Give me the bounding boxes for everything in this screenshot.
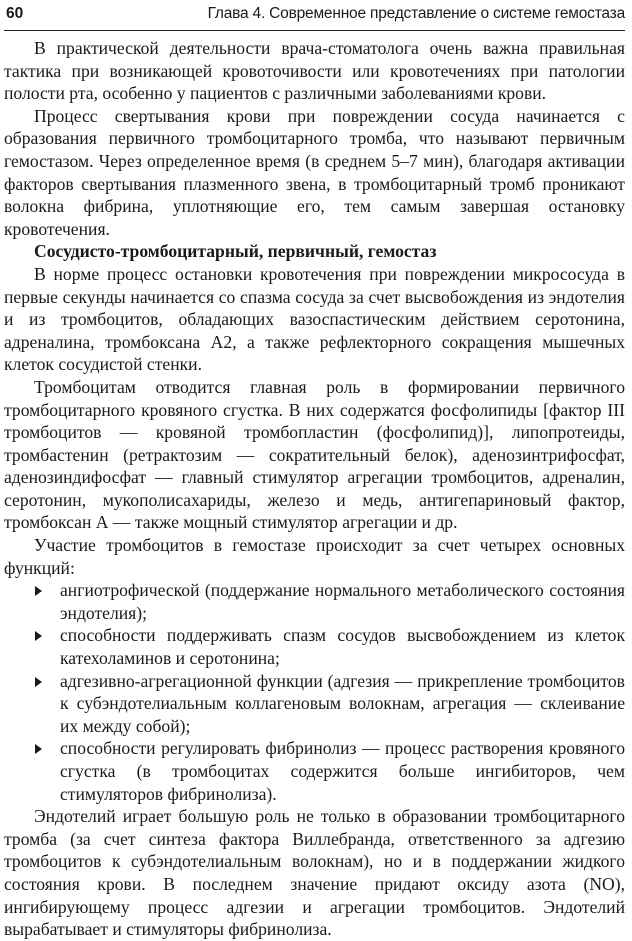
list-item-text: ангиотрофической (поддержание нормального метаболического состояния эндотелия); bbox=[60, 580, 625, 623]
triangle-bullet-icon bbox=[35, 677, 42, 687]
section-heading: Сосудисто-тромбоцитарный, первичный, гемостаз bbox=[34, 241, 437, 262]
paragraph-vasospasm: В норме процесс остановки кровотечения при повреждении микрососуда в первые секунды начинается со спазма сосуда за счет высвобождения из эндотелия и из тромбоцитов, обладающих вазоспастическим действием серотонина, адреналина, тромбоксана А2, а также рефлекторного сокращения мышечных клеток сосудистой стенки. bbox=[4, 263, 625, 375]
paragraph-functions-intro: Участие тромбоцитов в гемостазе происходит за счет четырех основных функций: bbox=[4, 535, 625, 578]
page-body bbox=[4, 37, 625, 941]
page-number: 60 bbox=[6, 5, 24, 22]
list-item bbox=[60, 624, 625, 669]
paragraph-coagulation: Процесс свертывания крови при повреждении сосуда начинается с образования первичного тромбоцитарного тромба, что называют первичным гемостазом. Через определенное время (в среднем 5–7 мин), благодаря активации факторов свертывания плазменного звена, в тромбоцитарный тромб проникают волокна фибрина, уплотняющие его, тем самым завершая остановку кровотечения. bbox=[4, 105, 625, 239]
list-item bbox=[60, 579, 625, 624]
triangle-bullet-icon bbox=[35, 631, 42, 641]
page-header bbox=[4, 0, 625, 31]
list-item-text: способности регулировать фибринолиз — процесс растворения кровяного сгустка (в тромбоцитах содержится больше ингибиторов, чем стимуляторов фибринолиза). bbox=[60, 738, 625, 804]
list-item-text: способности поддерживать спазм сосудов высвобождением из клеток катехоламинов и серотонина; bbox=[60, 625, 625, 669]
list-item-text: адгезивно-агрегационной функции (адгезия — прикрепление тромбоцитов к субэндотелиальным коллагеновым волокнам, агрегация — склеивание их между собой); bbox=[60, 670, 625, 736]
list-item bbox=[60, 737, 625, 805]
running-title: Глава 4. Современное представление о системе гемостаза bbox=[207, 5, 625, 22]
triangle-bullet-icon bbox=[35, 586, 42, 596]
functions-list bbox=[4, 579, 625, 805]
paragraph-platelets: Тромбоцитам отводится главная роль в формировании первичного тромбоцитарного кровяного сгустка. В них содержатся фосфолипиды [фактор III тромбоцитов — кровяной тромбопластин (фосфолипид)], липопротеиды, тромбастенин (ретрактозим — сократительный белок), аденозинтрифосфат, аденозиндифосфат — главный стимулятор агрегации тромбоцитов, адреналин, серотонин, мукополисахариды, железо и медь, антигепариновый фактор, тромбоксан А — также мощный стимулятор агрегации и др. bbox=[4, 376, 625, 533]
list-item bbox=[60, 670, 625, 738]
paragraph-endothelium: Эндотелий играет большую роль не только в образовании тромбоцитарного тромба (за счет синтеза фактора Виллебранда, ответственного за адгезию тромбоцитов к субэндотелиальным волокнам), но и в поддержании жидкого состояния крови. В последнем значение придают оксиду азота (NO), ингибирующему процесс адгезии и агрегации тромбоцитов. Эндотелий вырабатывает и стимуляторы фибринолиза. bbox=[4, 806, 625, 940]
triangle-bullet-icon bbox=[35, 744, 42, 754]
paragraph-intro: В практической деятельности врача-стоматолога очень важна правильная тактика при возникающей кровоточивости или кровотечениях при патологии полости рта, особенно у пациентов с различными заболеваниями крови. bbox=[4, 38, 625, 104]
